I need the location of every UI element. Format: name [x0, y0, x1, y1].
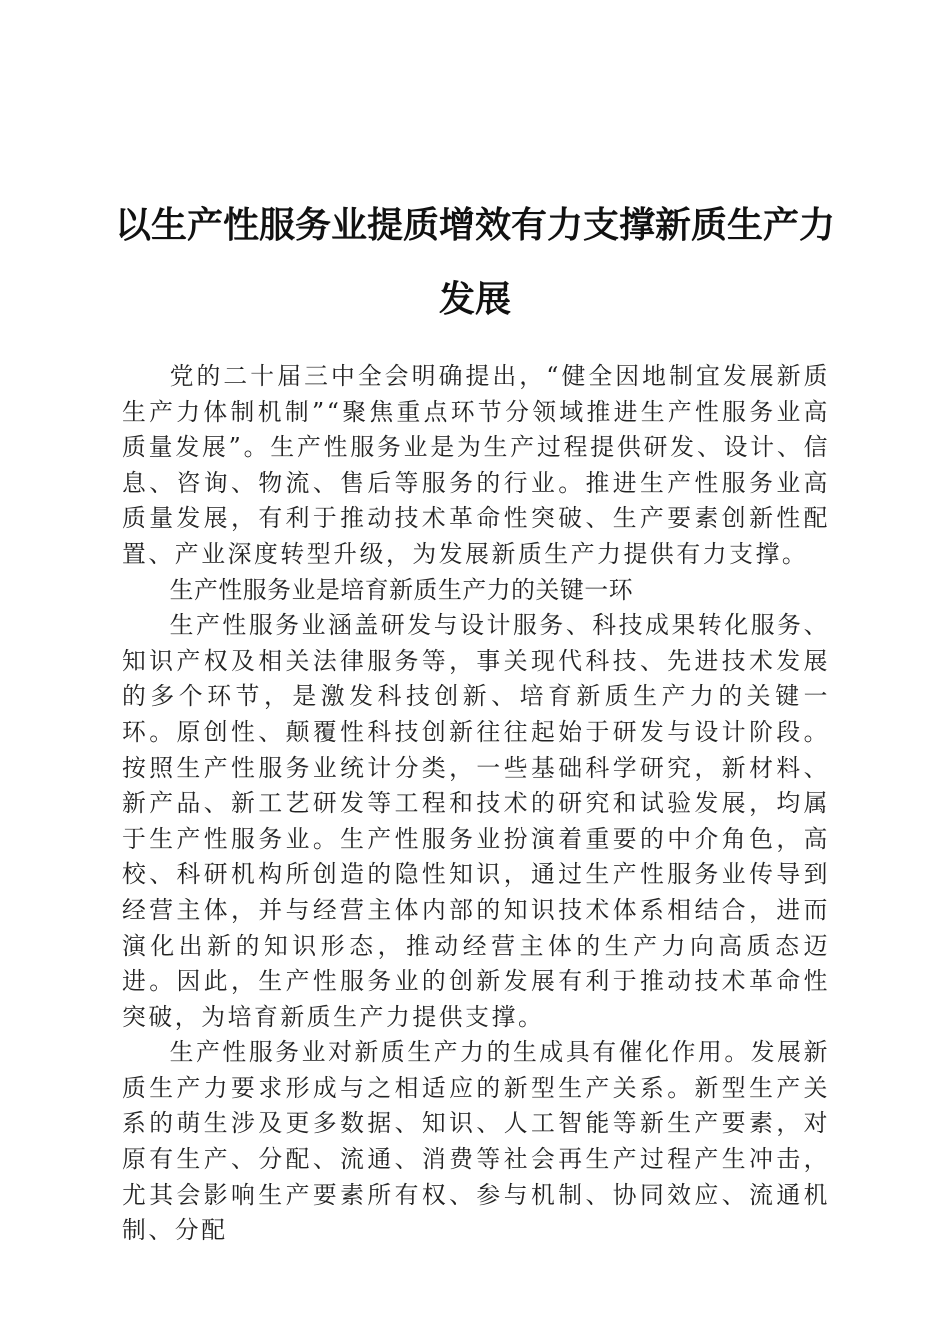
paragraph-research: 生产性服务业涵盖研发与设计服务、科技成果转化服务、知识产权及相关法律服务等，事关现代科技、先进技术发展的多个环节，是激发科技创新、培育新质生产力的关键一环。原创性、颠覆性科技创新往往起始于研发与设计阶段。按照生产性服务业统计分类，一些基础科学研究，新材料、新产品、新工艺研发等工程和技术的研究和试验发展，均属于生产性服务业。生产性服务业扮演着重要的中介角色，高校、科研机构所创造的隐性知识，通过生产性服务业传导到经营主体，并与经营主体内部的知识技术体系相结合，进而演化出新的知识形态，推动经营主体的生产力向高质态迈进。因此，生产性服务业的创新发展有利于推动技术革命性突破，为培育新质生产力提供支撑。 [122, 611, 830, 1031]
paragraph-intro: 党的二十届三中全会明确提出，“健全因地制宜发展新质生产力体制机制”“聚焦重点环节分领域推进生产性服务业高质量发展”。生产性服务业是为生产过程提供研发、设计、信息、咨询、物流、售后等服务的行业。推进生产性服务业高质量发展，有利于推动技术革命性突破、生产要素创新性配置、产业深度转型升级，为发展新质生产力提供有力支撑。 [122, 362, 830, 568]
paragraph-catalysis: 生产性服务业对新质生产力的生成具有催化作用。发展新质生产力要求形成与之相适应的新型生产关系。新型生产关系的萌生涉及更多数据、知识、人工智能等新生产要素，对原有生产、分配、流通、消费等社会再生产过程产生冲击，尤其会影响生产要素所有权、参与机制、协同效应、流通机制、分配 [122, 1038, 830, 1245]
section-heading: 生产性服务业是培育新质生产力的关键一环 [169, 575, 634, 604]
document-title: 以生产性服务业提质增效有力支撑新质生产力发展 [114, 204, 835, 320]
document-body [122, 359, 830, 1249]
